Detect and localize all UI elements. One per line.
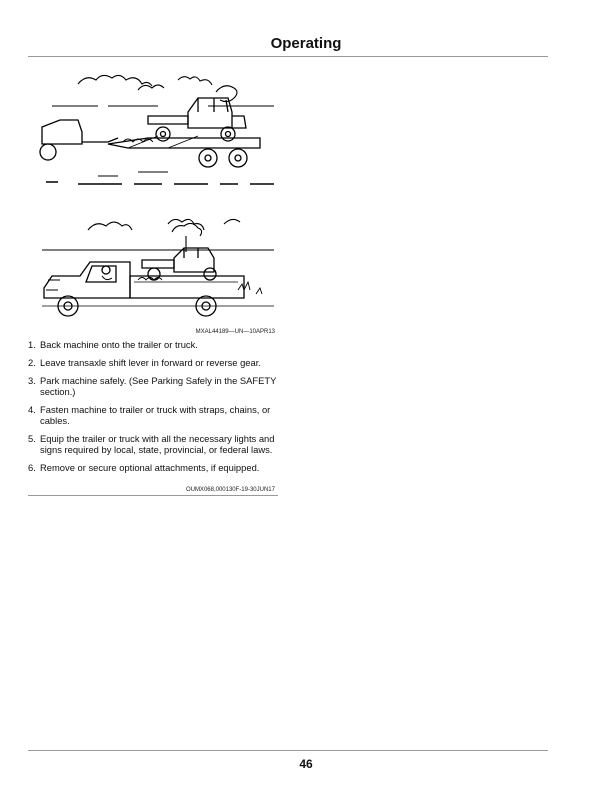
step-number: 4.: [28, 404, 36, 415]
trailer-illustration: [38, 72, 278, 194]
steps-list: [28, 339, 278, 480]
list-item: [28, 433, 278, 455]
step-text: Fasten machine to trailer or truck with straps, chains, or cables.: [40, 404, 271, 426]
document-code: OUMX068,000130F-19-30JUN17: [185, 487, 275, 493]
step-number: 5.: [28, 433, 36, 444]
step-number: 6.: [28, 462, 36, 473]
step-text: Leave transaxle shift lever in forward or reverse gear.: [40, 357, 261, 368]
step-text: Equip the trailer or truck with all the necessary lights and signs required by local, state, provincial, or federal laws.: [40, 433, 275, 455]
list-item: [28, 404, 278, 426]
page-title: Operating: [270, 35, 342, 52]
step-text: Remove or secure optional attachments, if equipped.: [40, 462, 260, 473]
footer-divider: [28, 750, 548, 751]
step-number: 1.: [28, 339, 36, 350]
list-item: [28, 339, 278, 350]
list-item: [28, 462, 278, 473]
list-item: [28, 375, 278, 397]
list-item: [28, 357, 278, 368]
header-divider: [28, 56, 548, 57]
step-number: 2.: [28, 357, 36, 368]
truck-illustration: [38, 210, 278, 328]
page-number: 46: [299, 757, 313, 771]
step-number: 3.: [28, 375, 36, 386]
step-text: Back machine onto the trailer or truck.: [40, 339, 198, 350]
step-text: Park machine safely. (See Parking Safely in the SAFETY section.): [40, 375, 277, 397]
figure-code: MXAL44189—UN—10APR13: [195, 329, 275, 335]
section-divider: [28, 495, 278, 496]
